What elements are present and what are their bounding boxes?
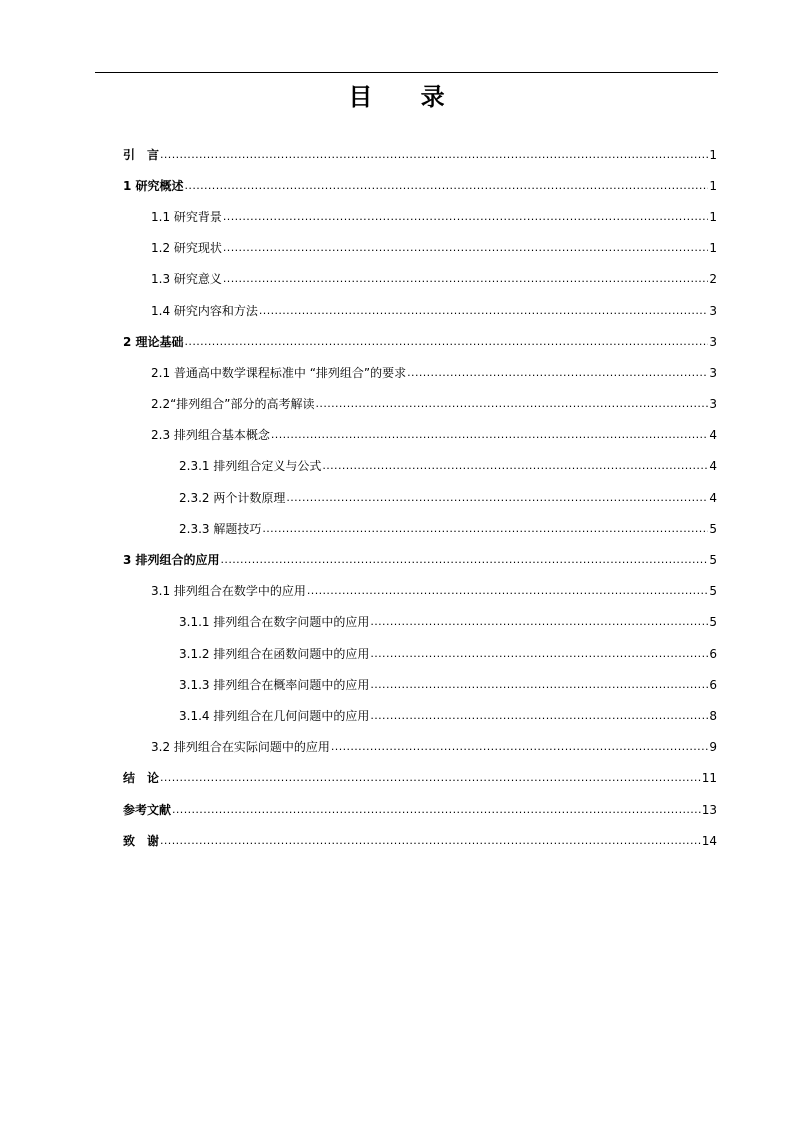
toc-entry[interactable]	[0, 544, 793, 575]
toc-entry[interactable]	[0, 669, 793, 700]
toc-dot-leader	[160, 147, 708, 163]
toc-entry[interactable]	[0, 201, 793, 232]
toc-entry-label: 2.2“排列组合”部分的高考解读	[151, 397, 315, 412]
toc-entry-label: 2.3.2 两个计数原理	[179, 490, 286, 505]
toc-entry-page-number: 3	[709, 334, 717, 349]
toc-entry[interactable]	[0, 170, 793, 201]
toc-entry-label: 2 理论基础	[123, 334, 184, 349]
toc-entry[interactable]	[0, 264, 793, 295]
toc-entry[interactable]	[0, 763, 793, 794]
toc-entry-label: 2.3.1 排列组合定义与公式	[179, 459, 322, 474]
toc-dot-leader	[262, 521, 708, 537]
toc-dot-leader	[370, 614, 708, 630]
toc-entry-page-number: 11	[701, 771, 717, 786]
toc-entry-label: 致 谢	[123, 833, 160, 848]
toc-entry[interactable]	[0, 139, 793, 170]
toc-dot-leader	[223, 240, 708, 256]
toc-entry-label: 3.1.2 排列组合在函数问题中的应用	[179, 646, 370, 661]
toc-dot-leader	[370, 646, 708, 662]
toc-entry-page-number: 5	[709, 615, 717, 630]
toc-dot-leader	[331, 739, 708, 755]
toc-list	[0, 139, 793, 856]
header-rule	[95, 72, 718, 73]
toc-dot-leader	[223, 209, 708, 225]
toc-dot-leader	[160, 833, 701, 849]
toc-dot-leader	[286, 490, 708, 506]
toc-entry-page-number: 3	[709, 303, 717, 318]
toc-entry-page-number: 9	[709, 740, 717, 755]
toc-entry-label: 1.2 研究现状	[151, 241, 222, 256]
toc-entry-label: 3.1.4 排列组合在几何问题中的应用	[179, 708, 370, 723]
toc-entry-page-number: 6	[709, 646, 717, 661]
toc-entry-page-number: 1	[709, 178, 717, 193]
toc-entry-page-number: 8	[709, 708, 717, 723]
toc-entry[interactable]	[0, 420, 793, 451]
toc-entry-label: 2.3.3 解题技巧	[179, 521, 262, 536]
toc-entry-label: 3.2 排列组合在实际问题中的应用	[151, 740, 330, 755]
toc-entry[interactable]	[0, 389, 793, 420]
toc-entry-page-number: 14	[701, 833, 717, 848]
toc-entry-page-number: 4	[709, 428, 717, 443]
toc-dot-leader	[370, 708, 708, 724]
toc-dot-leader	[407, 365, 708, 381]
toc-entry-label: 1.4 研究内容和方法	[151, 303, 258, 318]
toc-entry-page-number: 1	[709, 241, 717, 256]
toc-entry[interactable]	[0, 513, 793, 544]
toc-entry-page-number: 5	[709, 553, 717, 568]
toc-entry-label: 3 排列组合的应用	[123, 553, 220, 568]
toc-entry-page-number: 4	[709, 459, 717, 474]
toc-entry-page-number: 5	[709, 584, 717, 599]
toc-entry[interactable]	[0, 607, 793, 638]
toc-entry-page-number: 1	[709, 147, 717, 162]
toc-entry[interactable]	[0, 732, 793, 763]
toc-entry[interactable]	[0, 326, 793, 357]
page-title: 目 录	[348, 83, 465, 111]
toc-entry-label: 1.1 研究背景	[151, 209, 222, 224]
toc-dot-leader	[221, 552, 709, 568]
toc-entry[interactable]	[0, 576, 793, 607]
toc-entry[interactable]	[0, 825, 793, 856]
toc-entry[interactable]	[0, 357, 793, 388]
toc-entry-label: 3.1.3 排列组合在概率问题中的应用	[179, 677, 370, 692]
toc-entry[interactable]	[0, 295, 793, 326]
toc-entry-page-number: 2	[709, 272, 717, 287]
toc-entry-page-number: 4	[709, 490, 717, 505]
toc-entry-label: 参考文献	[123, 802, 172, 817]
toc-entry[interactable]	[0, 638, 793, 669]
toc-dot-leader	[185, 334, 709, 350]
toc-dot-leader	[185, 178, 709, 194]
toc-entry-label: 引 言	[123, 147, 160, 162]
toc-dot-leader	[223, 271, 708, 287]
toc-entry[interactable]	[0, 794, 793, 825]
toc-dot-leader	[160, 770, 701, 786]
toc-dot-leader	[322, 458, 708, 474]
toc-dot-leader	[172, 802, 701, 818]
toc-dot-leader	[259, 303, 708, 319]
toc-entry-label: 1 研究概述	[123, 178, 184, 193]
toc-entry-label: 3.1 排列组合在数学中的应用	[151, 584, 306, 599]
toc-dot-leader	[271, 427, 708, 443]
toc-entry[interactable]	[0, 700, 793, 731]
toc-entry-label: 2.1 普通高中数学课程标准中 “排列组合”的要求	[151, 365, 407, 380]
toc-entry-label: 1.3 研究意义	[151, 272, 222, 287]
toc-dot-leader	[370, 677, 708, 693]
toc-entry-label: 2.3 排列组合基本概念	[151, 428, 270, 443]
toc-entry-page-number: 6	[709, 677, 717, 692]
toc-entry-page-number: 1	[709, 209, 717, 224]
toc-dot-leader	[316, 396, 709, 412]
toc-entry[interactable]	[0, 482, 793, 513]
toc-entry-page-number: 13	[701, 802, 717, 817]
toc-entry[interactable]	[0, 233, 793, 264]
toc-entry-label: 结 论	[123, 771, 160, 786]
toc-entry-page-number: 3	[709, 365, 717, 380]
toc-entry[interactable]	[0, 451, 793, 482]
toc-entry-label: 3.1.1 排列组合在数字问题中的应用	[179, 615, 370, 630]
toc-entry-page-number: 3	[709, 397, 717, 412]
toc-entry-page-number: 5	[709, 521, 717, 536]
toc-dot-leader	[307, 583, 708, 599]
